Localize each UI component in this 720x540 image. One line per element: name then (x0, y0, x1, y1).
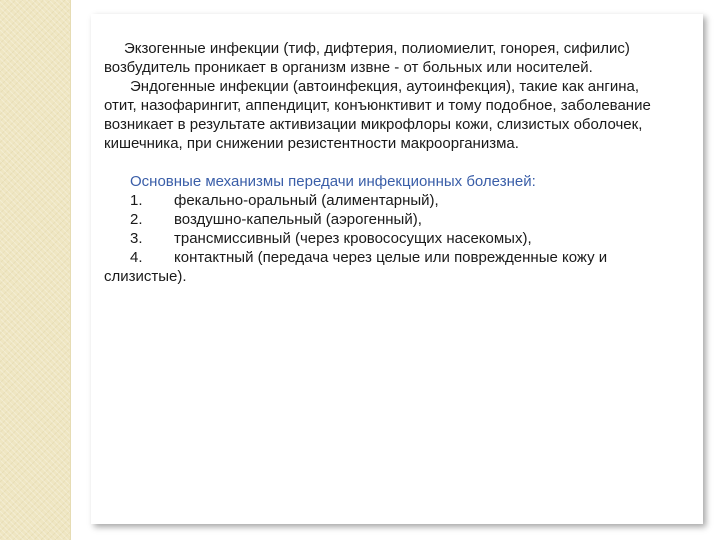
transmission-heading: Основные механизмы передачи инфекционных болезней: (130, 173, 536, 190)
decorative-side-stripe (0, 0, 70, 540)
list-item (104, 229, 664, 248)
slide-content (104, 39, 664, 286)
list-item-continuation: слизистые). (104, 268, 187, 285)
list-item (104, 191, 664, 210)
list-item-number: 4. (130, 249, 143, 266)
exogenous-paragraph: Экзогенные инфекции (тиф, дифтерия, полиомиелит, гонорея, сифилис) возбудитель проникает в организм извне - от больных или носителей. (104, 40, 630, 76)
list-item-number: 3. (130, 230, 143, 247)
endogenous-paragraph: Эндогенные инфекции (автоинфекция, аутоинфекция), такие как ангина, отит, назофарингит, аппендицит, конъюнктивит и тому подобное, заболевание возникает в результате активизации микрофлоры кожи, слизистых оболочек, кишечника, при снижении резистентности макроорганизма. (104, 78, 651, 152)
list-item (104, 210, 664, 229)
list-item-number: 1. (130, 192, 143, 209)
spacer (104, 153, 664, 172)
list-item-text: фекально-оральный (алиментарный), (174, 192, 439, 209)
list-item-number: 2. (130, 211, 143, 228)
list-item (104, 248, 664, 267)
slide-page (91, 14, 703, 524)
list-item-text: трансмиссивный (через кровососущих насекомых), (174, 230, 532, 247)
list-item-text: контактный (передача через целые или поврежденные кожу и (174, 249, 608, 266)
side-divider (70, 0, 71, 540)
list-item-text: воздушно-капельный (аэрогенный), (174, 211, 422, 228)
